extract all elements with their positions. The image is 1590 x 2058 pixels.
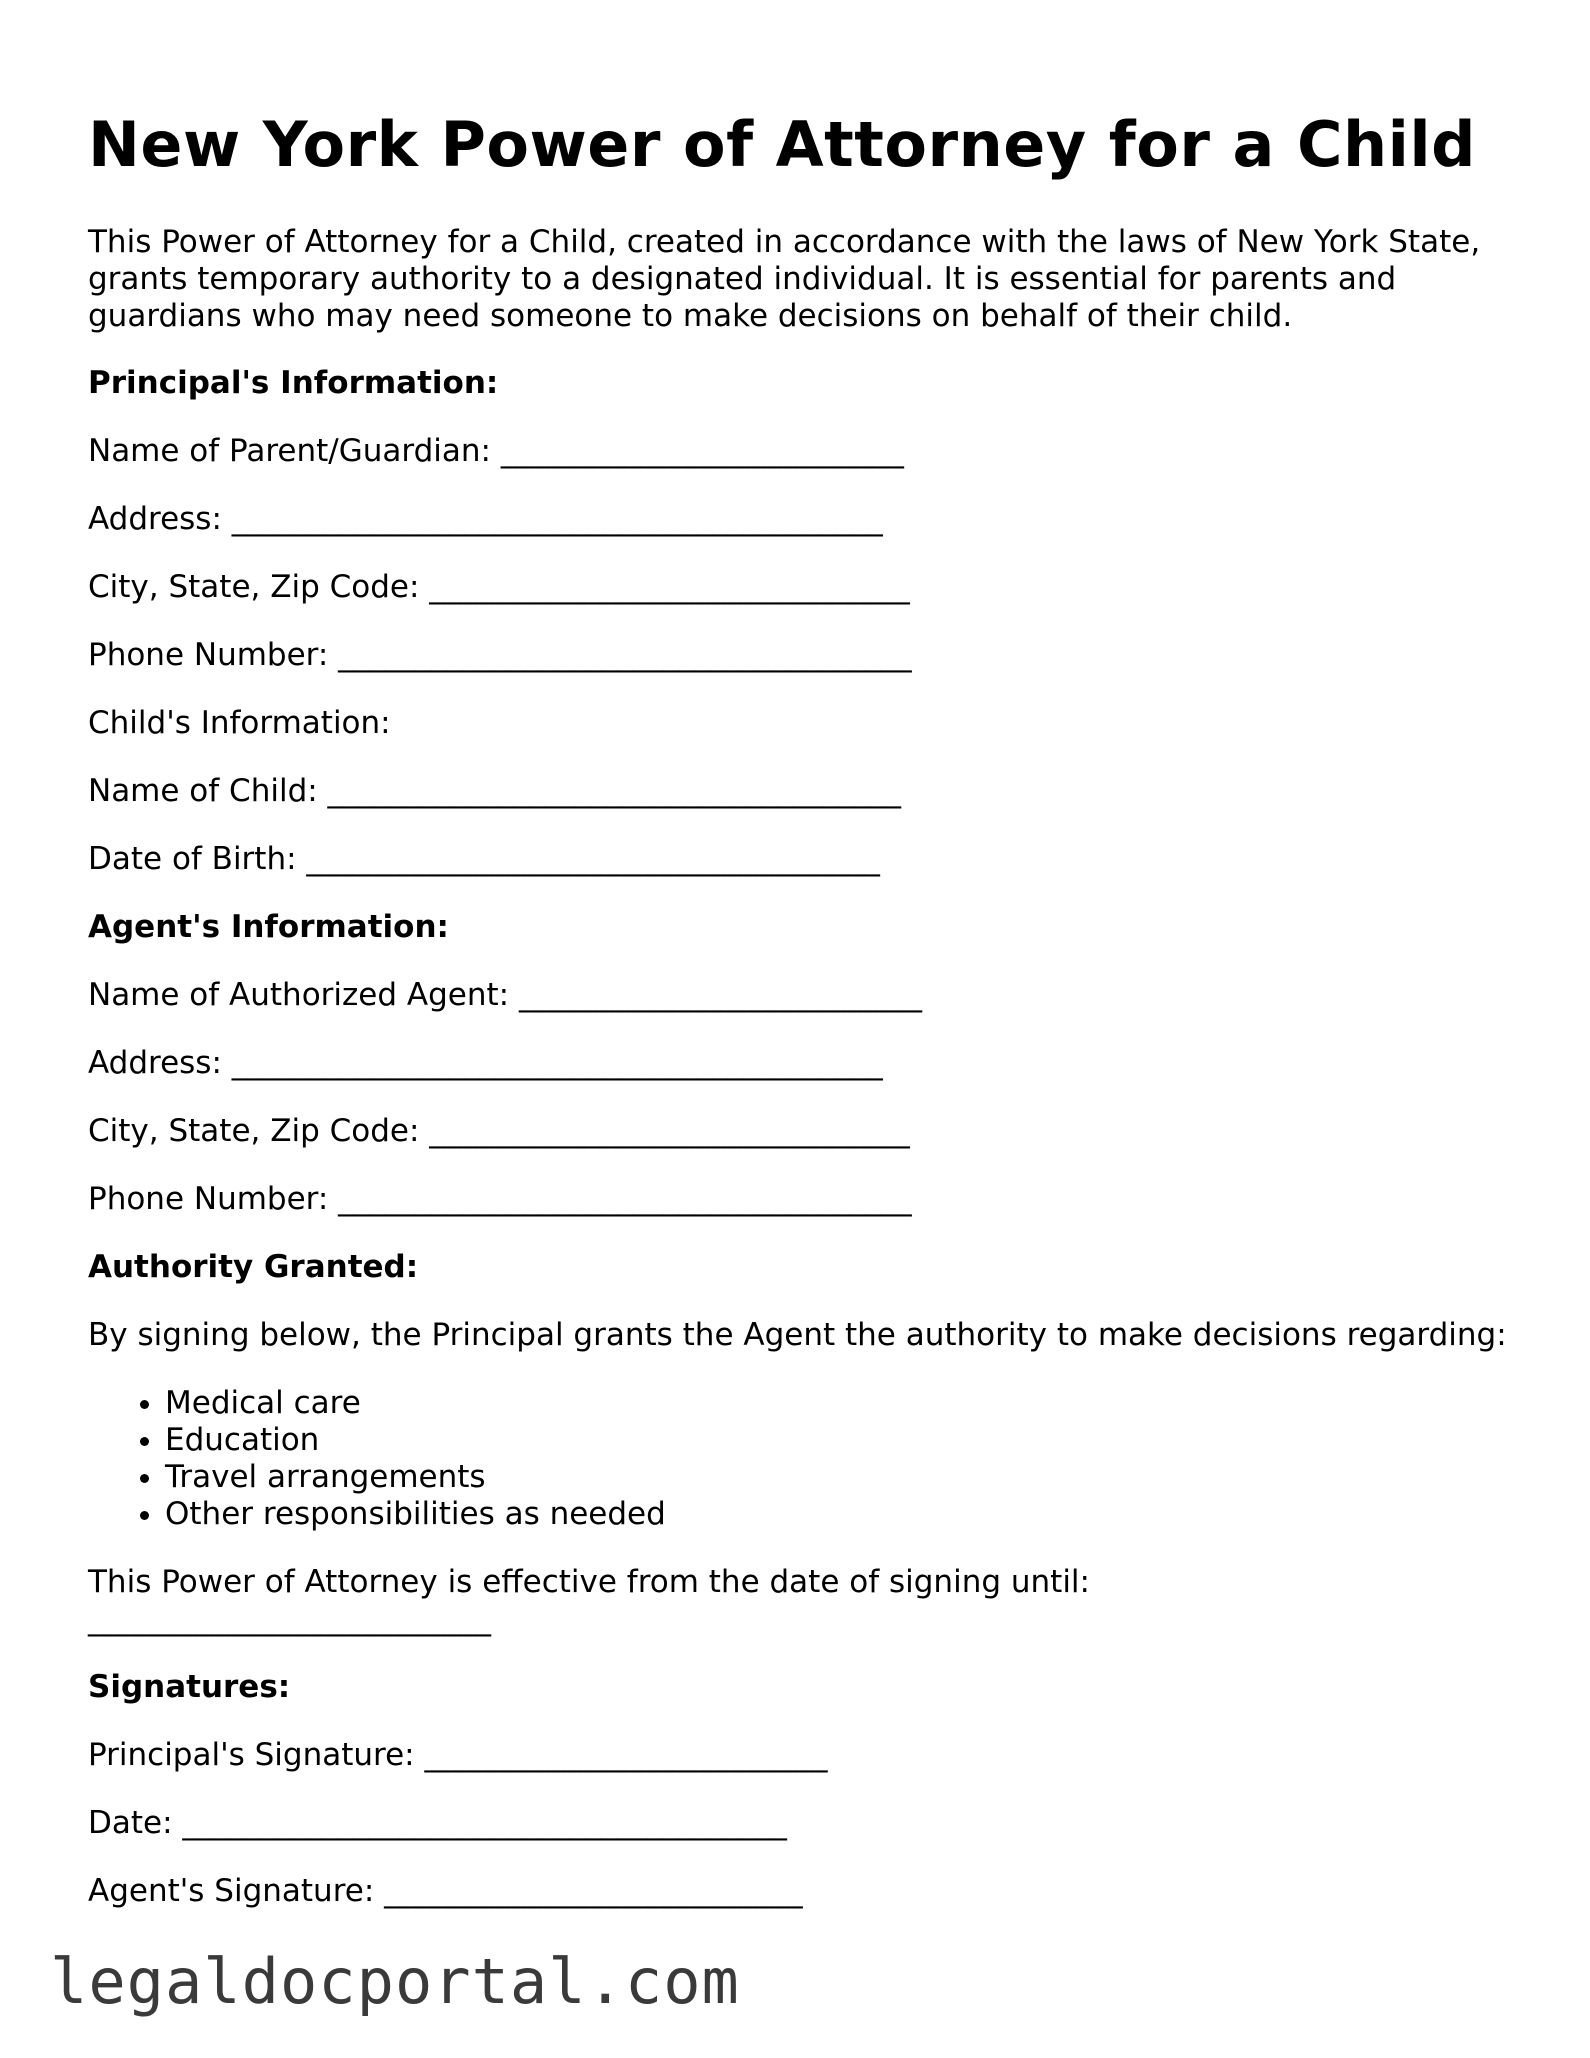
authority-item: • Medical care [165,1385,1518,1422]
child-name-field[interactable]: Name of Child: _____________________________________ [88,773,902,810]
authority-text: By signing below, the Principal grants the Agent the authority to make decisions regarding: [88,1317,1507,1354]
page-title: New York Power of Attorney for a Child [88,108,1476,181]
authority-item: • Education [165,1422,1518,1459]
signature-date-field[interactable]: Date: _______________________________________ [88,1805,787,1842]
agent-name-field[interactable]: Name of Authorized Agent: __________________________ [88,977,922,1014]
parent-name-field[interactable]: Name of Parent/Guardian: __________________________ [88,433,904,470]
principal-signature-field[interactable]: Principal's Signature: __________________________ [88,1737,828,1774]
agent-heading: Agent's Information: [88,909,449,946]
principal-address-field[interactable]: Address: __________________________________________ [88,501,883,538]
authority-item: • Travel arrangements [165,1459,1518,1496]
signatures-heading: Signatures: [88,1669,291,1706]
authority-heading: Authority Granted: [88,1249,419,1286]
agent-signature-field[interactable]: Agent's Signature: ___________________________ [88,1873,803,1910]
principal-heading: Principal's Information: [88,365,499,402]
document-page [88,108,1518,1941]
principal-city-field[interactable]: City, State, Zip Code: _______________________________ [88,569,910,606]
authority-list [88,1385,1518,1533]
watermark-text: legaldocportal.com [50,1945,740,2018]
child-dob-field[interactable]: Date of Birth: _____________________________________ [88,841,880,878]
intro-paragraph: This Power of Attorney for a Child, created in accordance with the laws of New York State, grants temporary authority to a designated individual. It is essential for parents and guardians who may need someone to make decisions on behalf of their child. [88,224,1481,335]
authority-item: • Other responsibilities as needed [165,1496,1518,1533]
principal-phone-field[interactable]: Phone Number: _____________________________________ [88,637,912,674]
agent-phone-field[interactable]: Phone Number: _____________________________________ [88,1181,912,1218]
agent-city-field[interactable]: City, State, Zip Code: _______________________________ [88,1113,910,1150]
effective-until-field[interactable]: __________________________ [88,1601,491,1638]
child-heading: Child's Information: [88,705,391,742]
agent-address-field[interactable]: Address: __________________________________________ [88,1045,883,1082]
effective-text: This Power of Attorney is effective from the date of signing until: [88,1564,1090,1601]
